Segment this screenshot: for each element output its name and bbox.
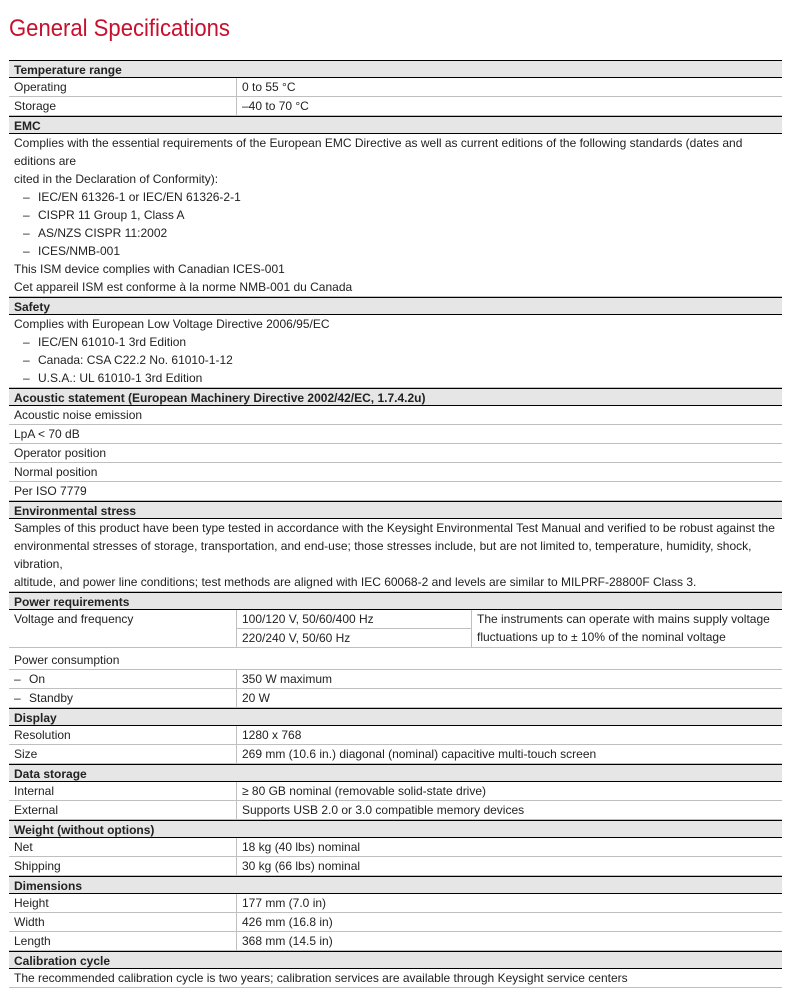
table-row (9, 745, 782, 764)
spec-table (9, 60, 782, 988)
section-header-power: Power requirements (9, 592, 782, 610)
row-label: Width (14, 915, 45, 929)
voltage-note (471, 610, 782, 647)
page-title: General Specifications (9, 15, 230, 42)
emc-block (9, 134, 782, 297)
table-row (9, 782, 782, 801)
table-row (9, 482, 782, 501)
row-label: Length (14, 934, 51, 948)
row-label: – On (9, 670, 236, 688)
row-value: 0 to 55 °C (236, 78, 782, 96)
table-row (9, 969, 782, 988)
section-header-weight: Weight (without options) (9, 820, 782, 838)
row-value: 426 mm (16.8 in) (236, 913, 782, 931)
environmental-text: Samples of this product have been type tested in accordance with the Keysight Environmental Test Manual and verified to be robust against the (14, 521, 775, 535)
safety-bullet: – U.S.A.: UL 61010-1 3rd Edition (9, 369, 782, 387)
section-header-dimensions: Dimensions (9, 876, 782, 894)
table-row (9, 857, 782, 876)
row-value: 177 mm (7.0 in) (236, 894, 782, 912)
row-label: Operating (14, 80, 67, 94)
table-row (9, 913, 782, 932)
row-label: External (14, 803, 59, 817)
section-header-emc: EMC (9, 116, 782, 134)
row-value: 30 kg (66 lbs) nominal (236, 857, 782, 875)
section-header-acoustic: Acoustic statement (European Machinery Directive 2002/42/EC, 1.7.4.2u) (9, 388, 782, 406)
table-row (9, 463, 782, 482)
row-label: Operator position (14, 446, 107, 460)
section-header-temperature: Temperature range (9, 60, 782, 78)
emc-bullet: – AS/NZS CISPR 11:2002 (9, 224, 782, 242)
safety-intro: Complies with European Low Voltage Directive 2006/95/EC (14, 317, 330, 331)
row-label: – Standby (9, 689, 236, 707)
voltage-value: 100/120 V, 50/60/400 Hz (237, 610, 471, 629)
section-header-environmental: Environmental stress (9, 501, 782, 519)
environmental-block (9, 519, 782, 592)
table-row (9, 838, 782, 857)
table-row (9, 689, 782, 708)
table-row (9, 97, 782, 116)
row-label: Storage (14, 99, 57, 113)
emc-intro: cited in the Declaration of Conformity): (14, 172, 219, 186)
table-row (9, 406, 782, 425)
section-header-display: Display (9, 708, 782, 726)
row-label: Net (14, 840, 33, 854)
row-value: 20 W (236, 689, 782, 707)
row-label: Height (14, 896, 49, 910)
section-header-calibration: Calibration cycle (9, 951, 782, 969)
row-value: –40 to 70 °C (236, 97, 782, 115)
row-label: Internal (14, 784, 55, 798)
table-row (9, 651, 782, 670)
emc-bullet: – CISPR 11 Group 1, Class A (9, 206, 782, 224)
section-header-safety: Safety (9, 297, 782, 315)
emc-bullet: – IEC/EN 61326-1 or IEC/EN 61326-2-1 (9, 188, 782, 206)
voltage-values (236, 610, 471, 647)
table-row (9, 444, 782, 463)
voltage-row (9, 610, 782, 648)
environmental-text: environmental stresses of storage, transportation, and end-use; those stresses include, but are not limited to, temperature, humidity, shock, vibration, (14, 539, 752, 571)
emc-intro: Complies with the essential requirements of the European EMC Directive as well as current editions of the following standards (dates and editions are (14, 136, 743, 168)
table-row (9, 670, 782, 689)
row-label: Power consumption (14, 653, 120, 667)
row-label: Voltage and frequency (14, 612, 134, 626)
row-label: Acoustic noise emission (14, 408, 143, 422)
safety-bullet: – Canada: CSA C22.2 No. 61010-1-12 (9, 351, 782, 369)
section-header-storage: Data storage (9, 764, 782, 782)
table-row (9, 726, 782, 745)
row-label: Resolution (14, 728, 71, 742)
environmental-text: altitude, and power line conditions; test methods are aligned with IEC 60068-2 and levels are similar to MILPRF-28800F Class 3. (14, 575, 697, 589)
calibration-text: The recommended calibration cycle is two years; calibration services are available through Keysight service centers (14, 971, 628, 985)
row-label: LpA < 70 dB (14, 427, 80, 441)
row-label: Normal position (14, 465, 98, 479)
emc-note: This ISM device complies with Canadian ICES-001 (14, 262, 285, 276)
row-label: Shipping (14, 859, 61, 873)
table-row (9, 894, 782, 913)
row-value: 269 mm (10.6 in.) diagonal (nominal) capacitive multi-touch screen (236, 745, 782, 763)
row-value: ≥ 80 GB nominal (removable solid-state drive) (236, 782, 782, 800)
safety-bullet: – IEC/EN 61010-1 3rd Edition (9, 333, 782, 351)
row-value: Supports USB 2.0 or 3.0 compatible memory devices (236, 801, 782, 819)
emc-note: Cet appareil ISM est conforme à la norme NMB-001 du Canada (14, 280, 353, 294)
row-label: Per ISO 7779 (14, 484, 87, 498)
table-row (9, 425, 782, 444)
row-label: Size (14, 747, 38, 761)
row-value: 18 kg (40 lbs) nominal (236, 838, 782, 856)
row-value: 1280 x 768 (236, 726, 782, 744)
voltage-note-line: The instruments can operate with mains supply voltage (477, 612, 770, 626)
table-row (9, 78, 782, 97)
emc-bullet: – ICES/NMB-001 (9, 242, 782, 260)
voltage-note-line: fluctuations up to ± 10% of the nominal voltage (477, 630, 726, 644)
row-value: 350 W maximum (236, 670, 782, 688)
row-value: 368 mm (14.5 in) (236, 932, 782, 950)
voltage-value: 220/240 V, 50/60 Hz (242, 631, 351, 645)
safety-block (9, 315, 782, 388)
table-row (9, 801, 782, 820)
table-row (9, 932, 782, 951)
